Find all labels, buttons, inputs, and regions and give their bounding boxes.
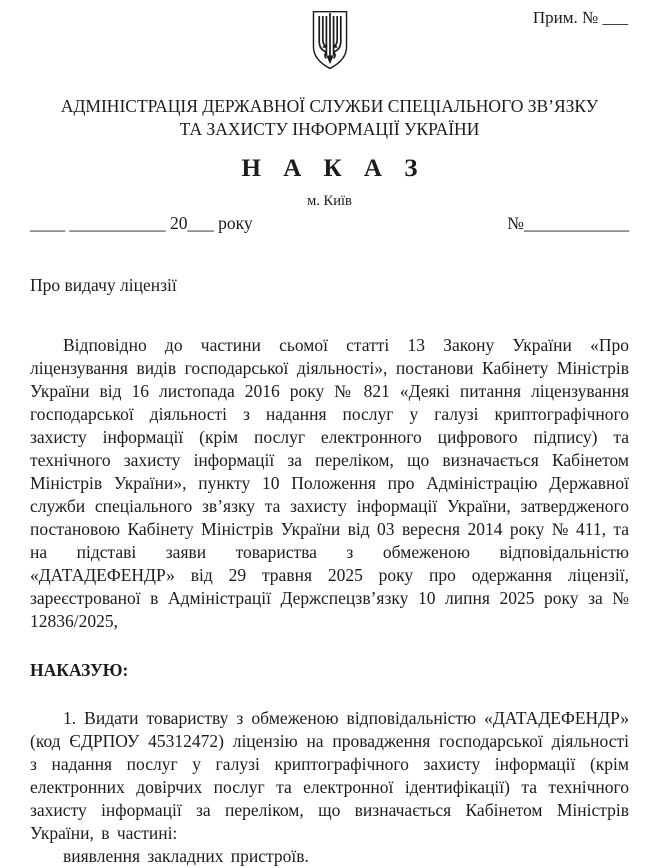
ukraine-trident-coat-of-arms-icon [307, 8, 353, 80]
org-name-line2: ТА ЗАХИСТУ ІНФОРМАЦІЇ УКРАЇНИ [179, 119, 480, 139]
document-title: Н А К А З [241, 155, 426, 182]
order-item-1-subclause: виявлення закладних пристроїв. [63, 846, 309, 866]
preamble-paragraph: Відповідно до частини сьомої статті 13 Закону України «Про ліцензування видів господарської діяльності», постанови Кабінету Міністрів України від 16 листопада 2016 року № 821 «Деякі питання ліцензування господарської діяльності з надання послуг у галузі криптографічного захисту інформації (крім послуг електронного цифрового підпису) та технічного захисту інформації за переліком, що визначається Кабінетом Міністрів України», пункту 10 Положення про Адміністрацію Державної служби спеціального зв’язку та захисту інформації України, затвердженого постановою Кабінету Міністрів України від 03 вересня 2014 року № 411, та на підставі заяви товариства з обмеженою відповідальністю «ДАТАДЕФЕНДР» від 29 травня 2025 року про одержання ліцензії, зареєстрованої в Адміністрації Держспецзв’язку 10 липня 2025 року за № 12836/2025, [30, 335, 629, 631]
order-keyword: НАКАЗУЮ: [30, 660, 129, 680]
org-name-line1: АДМІНІСТРАЦІЯ ДЕРЖАВНОЇ СЛУЖБИ СПЕЦІАЛЬНОГО ЗВ’ЯЗКУ [60, 96, 599, 116]
subject-line: Про видачу ліцензії [30, 275, 177, 295]
copy-number-label: Прим. № ___ [532, 8, 628, 27]
order-item-1: 1. Видати товариству з обмеженою відповідальністю «ДАТАДЕФЕНДР» (код ЄДРПОУ 45312472) ліцензію на провадження господарської діяльності з надання послуг у галузі криптографічного захисту інформації (крім електронних довірчих послуг та електронної ідентифікації) та технічного захисту інформації за переліком, що визначається Кабінетом Міністрів України, в частині: [30, 708, 629, 843]
number-blank-line: №____________ [507, 213, 629, 233]
organization-name [30, 95, 629, 141]
city-label: м. Київ [307, 193, 352, 209]
date-number-row [30, 213, 629, 234]
date-blank-line: ____ ___________ 20___ року [30, 213, 253, 233]
